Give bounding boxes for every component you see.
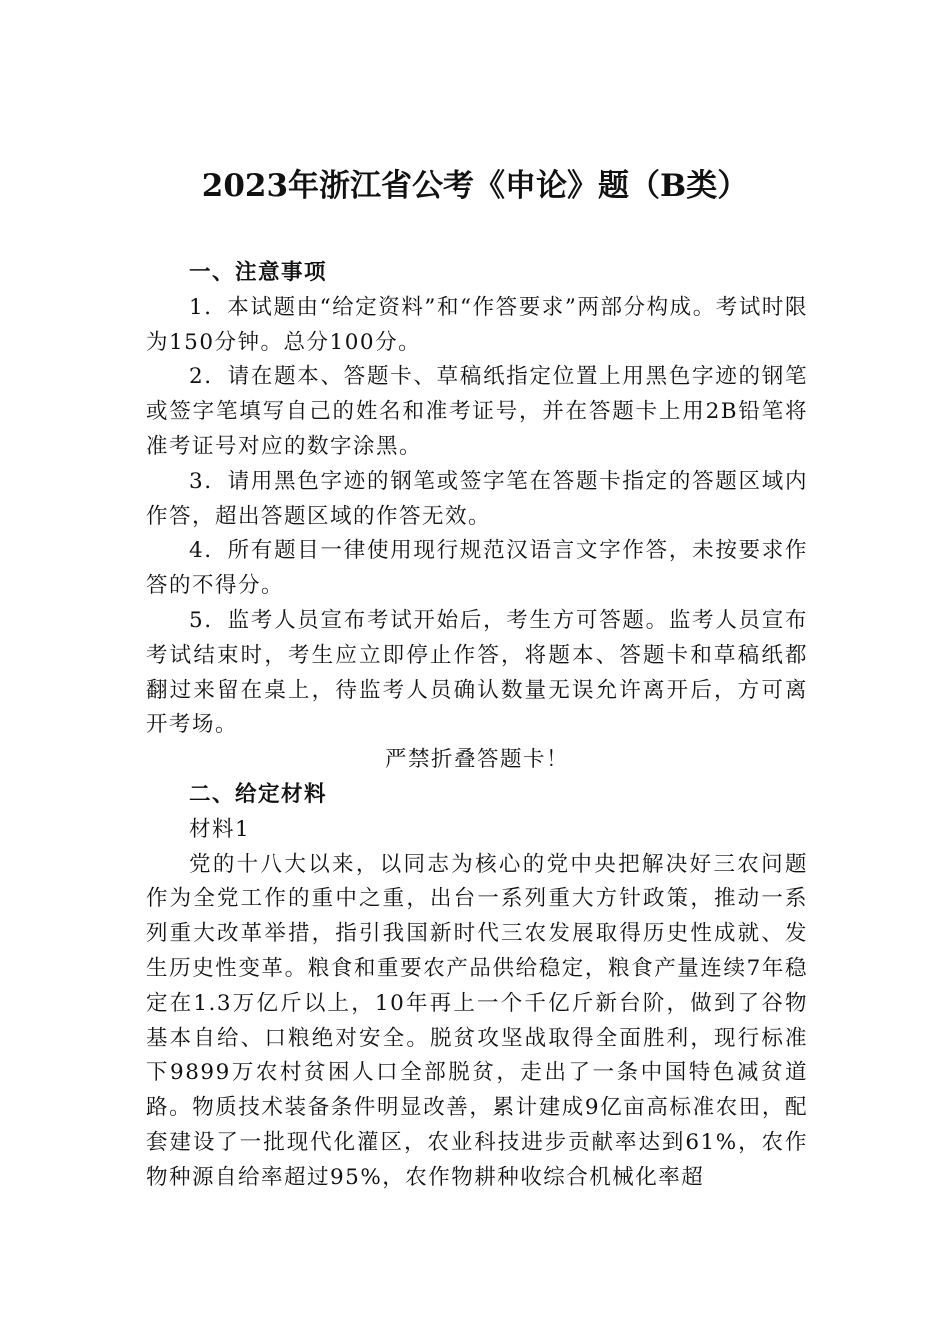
- section-heading-materials: 二、给定材料: [189, 781, 328, 807]
- note-item: 4．所有题目一律使用现行规范汉语言文字作答，未按要求作答的不得分。: [146, 538, 808, 599]
- note-item: 3．请用黑色字迹的钢笔或签字笔在答题卡指定的答题区域内作答，超出答题区域的作答无效。: [146, 468, 808, 529]
- note-item: 1．本试题由“给定资料”和“作答要求”两部分构成。考试时限为150分钟。总分100分。: [146, 294, 808, 355]
- note-item: 2．请在题本、答题卡、草稿纸指定位置上用黑色字迹的钢笔或签字笔填写自己的姓名和准考证号，并在答题卡上用2B铅笔将准考证号对应的数字涂黑。: [146, 364, 808, 459]
- note-item: 5．监考人员宣布考试开始后，考生方可答题。监考人员宣布考试结束时，考生应立即停止作答，将题本、答题卡和草稿纸都翻过来留在桌上，待监考人员确认数量无误允许离开后，方可离开考场。: [146, 607, 808, 738]
- material-paragraph: 党的十八大以来，以同志为核心的党中央把解决好三农问题作为全党工作的重中之重，出台一系列重大方针政策，推动一系列重大改革举措，指引我国新时代三农发展取得历史性成就、发生历史性变革。粮食和重要农产品供给稳定，粮食产量连续7年稳定在1.3万亿斤以上，10年再上一个千亿斤新台阶，做到了谷物基本自给、口粮绝对安全。脱贫攻坚战取得全面胜利，现行标准下9899万农村贫困人口全部脱贫，走出了一条中国特色减贫道路。物质技术装备条件明显改善，累计建成9亿亩高标准农田，配套建设了一批现代化灌区，农业科技进步贡献率达到61%，农作物种源自给率超过95%，农作物耕种收综合机械化率超: [146, 851, 808, 1190]
- warning-text: 严禁折叠答题卡！: [384, 747, 569, 773]
- material-label: 材料1: [189, 816, 251, 842]
- section-heading-notes: 一、注意事项: [189, 260, 328, 285]
- document-title: 2023年浙江省公考《申论》题（B类）: [201, 168, 749, 204]
- document-body: [146, 256, 808, 1196]
